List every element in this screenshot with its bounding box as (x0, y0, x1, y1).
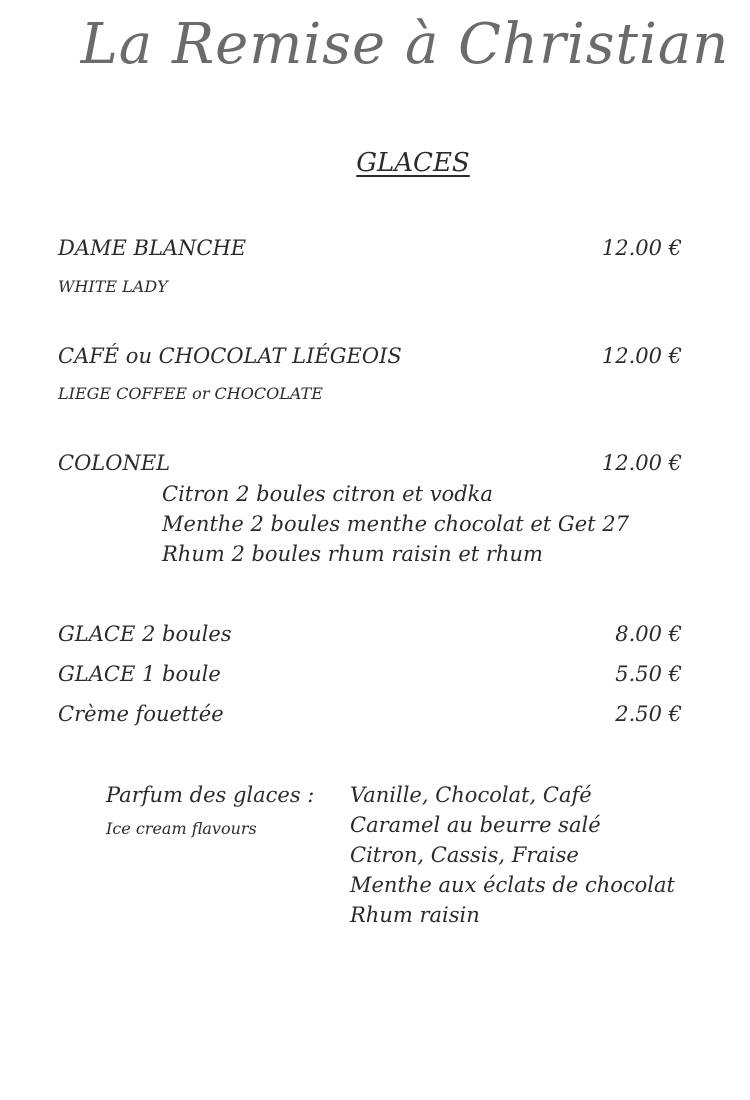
flavour-line: Rhum raisin (350, 903, 480, 927)
item-subtitle: LIEGE COFFEE or CHOCOLATE (58, 384, 323, 403)
item-name: DAME BLANCHE (58, 236, 247, 260)
item-subtitle: WHITE LADY (58, 277, 168, 296)
extra-price: 8.00 € (615, 622, 682, 646)
flavour-line: Vanille, Chocolat, Café (350, 783, 592, 807)
flavours-label: Parfum des glaces : (106, 783, 315, 807)
item-price: 12.00 € (601, 236, 682, 260)
item-name: CAFÉ ou CHOCOLAT LIÉGEOIS (58, 344, 402, 368)
item-variant: Rhum 2 boules rhum raisin et rhum (162, 542, 543, 566)
flavours-sublabel: Ice cream flavours (106, 819, 257, 838)
section-title: GLACES (356, 148, 470, 178)
extra-name: GLACE 1 boule (58, 662, 221, 686)
restaurant-name: La Remise à Christian (80, 12, 730, 77)
item-price: 12.00 € (601, 451, 682, 475)
flavour-line: Menthe aux éclats de chocolat (350, 873, 675, 897)
item-price: 12.00 € (601, 344, 682, 368)
extra-price: 5.50 € (615, 662, 682, 686)
item-variant: Citron 2 boules citron et vodka (162, 482, 493, 506)
flavour-line: Caramel au beurre salé (350, 813, 601, 837)
item-variant: Menthe 2 boules menthe chocolat et Get 27 (162, 512, 629, 536)
flavour-line: Citron, Cassis, Fraise (350, 843, 579, 867)
item-name: COLONEL (58, 451, 171, 475)
extra-name: Crème fouettée (58, 702, 224, 726)
extra-name: GLACE 2 boules (58, 622, 232, 646)
extra-price: 2.50 € (615, 702, 682, 726)
